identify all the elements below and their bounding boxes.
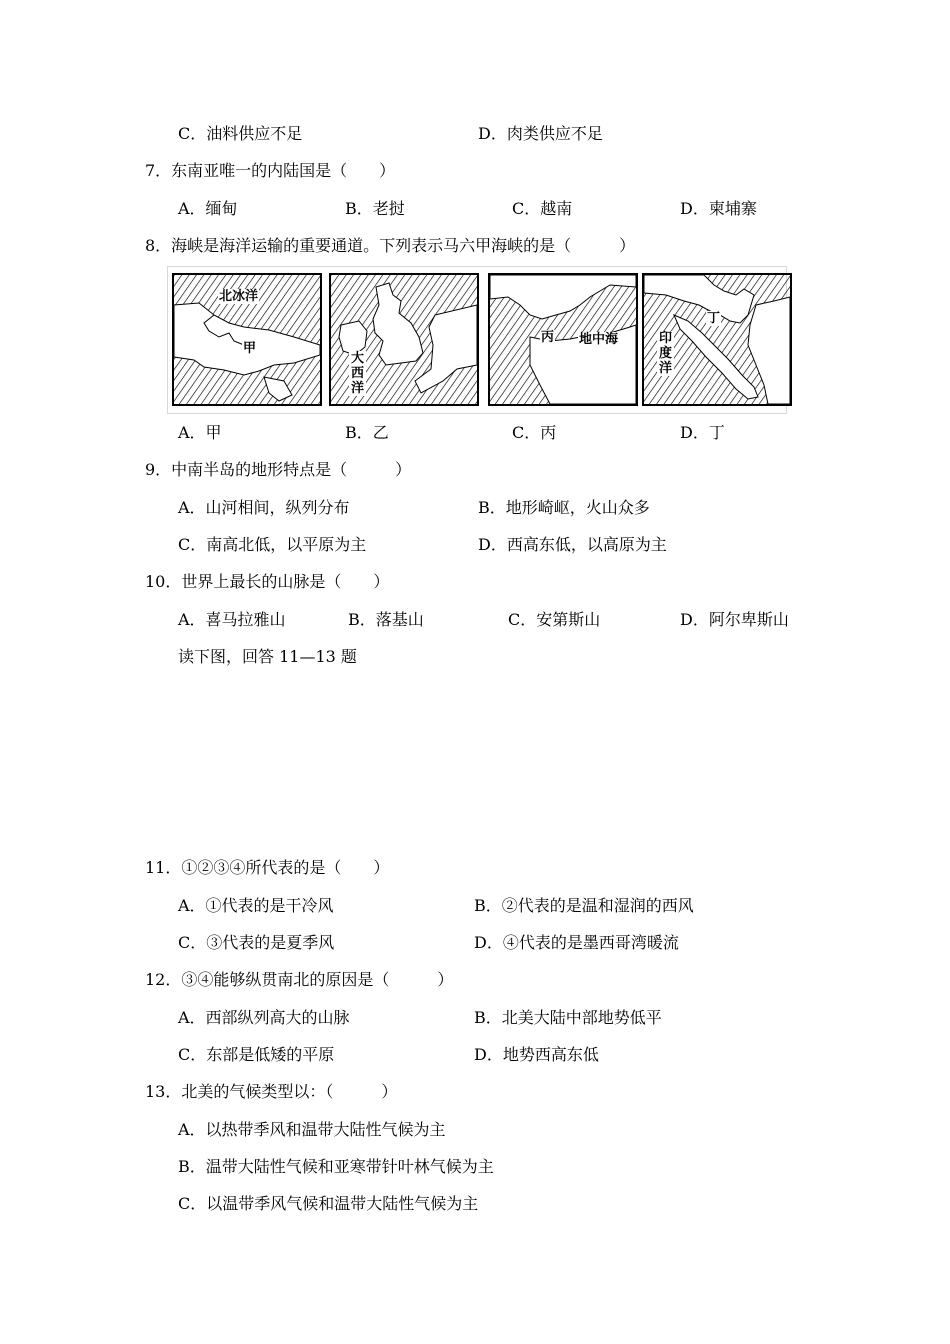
- q8-option-b: B．乙: [345, 423, 389, 442]
- read-figure-instruction: 读下图，回答 11—13 题: [178, 647, 357, 666]
- q7-option-a: A．缅甸: [178, 199, 238, 218]
- q13-option-a: A．以热带季风和温带大陆性气候为主: [178, 1120, 446, 1139]
- q11-stem: 11．①②③④所代表的是（ ）: [145, 858, 390, 877]
- q7-option-d: D．柬埔寨: [680, 199, 757, 218]
- map-bing: [488, 273, 638, 406]
- q12-option-a: A．西部纵列高大的山脉: [178, 1008, 350, 1027]
- q12-option-d: D．地势西高东低: [474, 1045, 599, 1064]
- map-jia-ocean-label: 北冰洋: [219, 289, 259, 304]
- q10-option-b: B．落基山: [348, 610, 424, 629]
- map-bing-marker: 丙: [541, 330, 555, 345]
- q9-option-c: C．南高北低，以平原为主: [178, 535, 367, 554]
- map-ding-marker: 丁: [707, 311, 721, 326]
- q12-stem: 12．③④能够纵贯南北的原因是（ ）: [145, 970, 454, 989]
- q8-option-d: D．丁: [680, 423, 725, 442]
- q9-option-d: D．西高东低，以高原为主: [478, 535, 667, 554]
- q9-option-b: B．地形崎岖，火山众多: [478, 498, 650, 517]
- q9-stem: 9．中南半岛的地形特点是（ ）: [145, 460, 412, 479]
- map-jia: [172, 273, 322, 406]
- map-bing-sea-label: 地中海: [579, 332, 619, 347]
- q11-option-d: D．④代表的是墨西哥湾暖流: [474, 933, 679, 952]
- map-ding-ocean-label: 印度洋: [658, 331, 672, 376]
- q13-option-c: C．以温带季风气候和温带大陆性气候为主: [178, 1194, 479, 1213]
- q11-option-c: C．③代表的是夏季风: [178, 933, 335, 952]
- q7-stem: 7．东南亚唯一的内陆国是（ ）: [145, 161, 396, 180]
- strait-maps-figure: [167, 266, 787, 414]
- q7-option-b: B．老挝: [345, 199, 405, 218]
- q11-option-b: B．②代表的是温和湿润的西风: [474, 896, 694, 915]
- q12-option-c: C．东部是低矮的平原: [178, 1045, 335, 1064]
- q10-option-a: A．喜马拉雅山: [178, 610, 286, 629]
- q6-option-d: D．肉类供应不足: [478, 124, 603, 143]
- q9-option-a: A．山河相间，纵列分布: [178, 498, 350, 517]
- q11-option-a: A．①代表的是干冷风: [178, 896, 334, 915]
- q8-stem: 8．海峡是海洋运输的重要通道。下列表示马六甲海峡的是（ ）: [145, 236, 636, 255]
- map-yi: [329, 273, 479, 406]
- q10-option-d: D．阿尔卑斯山: [680, 610, 789, 629]
- q13-stem: 13．北美的气候类型以：（ ）: [145, 1082, 398, 1101]
- q12-option-b: B．北美大陆中部地势低平: [474, 1008, 662, 1027]
- q8-option-c: C．丙: [512, 423, 557, 442]
- q7-option-c: C．越南: [512, 199, 573, 218]
- q13-option-b: B．温带大陆性气候和亚寒带针叶林气候为主: [178, 1157, 494, 1176]
- q10-option-c: C．安第斯山: [508, 610, 601, 629]
- q10-stem: 10．世界上最长的山脉是（ ）: [145, 572, 390, 591]
- q8-option-a: A．甲: [178, 423, 222, 442]
- map-yi-ocean-label: 大西洋: [350, 351, 364, 396]
- map-ding: [642, 273, 792, 406]
- map-jia-marker: 甲: [243, 341, 257, 356]
- q6-option-c: C．油料供应不足: [178, 124, 303, 143]
